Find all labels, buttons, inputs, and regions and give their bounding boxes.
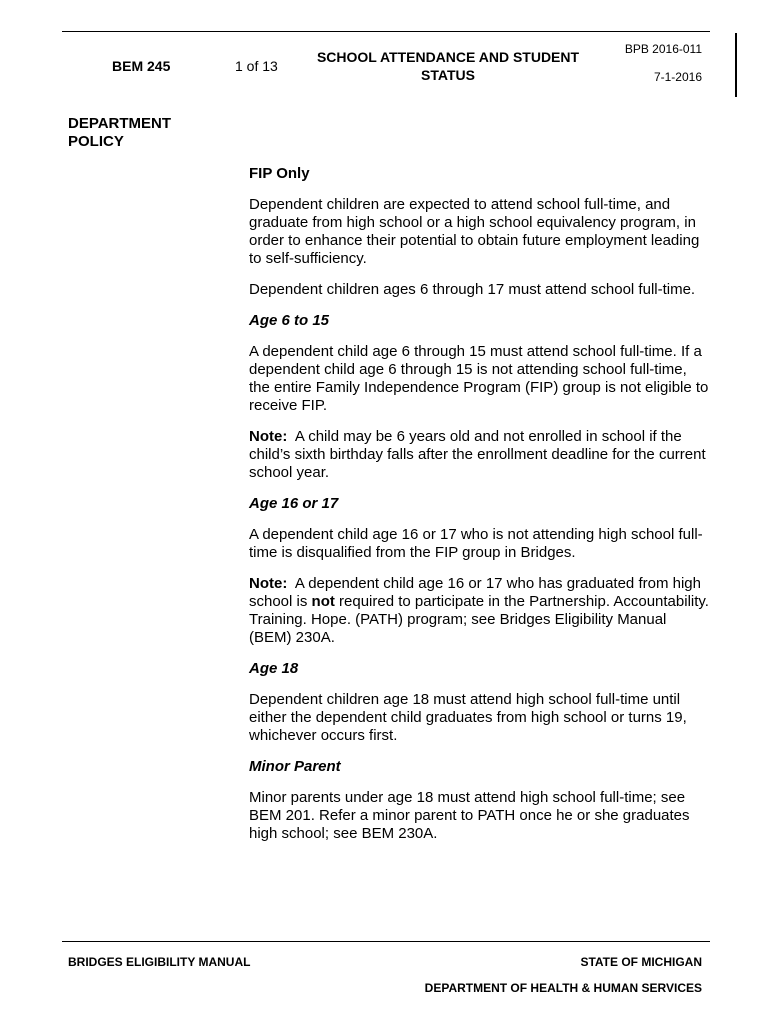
heading-age-18: Age 18 <box>249 660 299 677</box>
paragraph-ages-6-17: Dependent children ages 6 through 17 must attend school full-time. <box>249 281 696 298</box>
paragraph-age-6-15: A dependent child age 6 through 15 must attend school full-time. If a dependent child age 6 through 15 is not attending school full-time, the entire Family Independence Program (FIP) group is not eligible to receive FIP. <box>249 343 709 414</box>
document-title: SCHOOL ATTENDANCE AND STUDENT STATUS <box>316 49 580 83</box>
policy-body <box>249 165 709 843</box>
footer-rule <box>62 941 710 942</box>
section-label <box>68 115 171 151</box>
note-age-6 <box>249 428 709 482</box>
bulletin-number: BPB 2016-011 <box>624 42 702 56</box>
heading-age-16-17: Age 16 or 17 <box>249 495 339 512</box>
paragraph-purpose: Dependent children are expected to attend school full-time, and graduate from high school or a high school equivalency program, in order to enhance their potential to obtain future employment leading to self-sufficiency. <box>249 196 700 267</box>
footer-state: STATE OF MICHIGAN <box>580 955 702 969</box>
heading-fip-only: FIP Only <box>249 165 310 182</box>
header-top-rule <box>62 31 710 32</box>
section-label-line2: POLICY <box>68 133 124 150</box>
page-number: 1 of 13 <box>235 58 278 74</box>
paragraph-minor-parent: Minor parents under age 18 must attend high school full-time; see BEM 201. Refer a minor parent to PATH once he or she graduates high school; see BEM 230A. <box>249 789 690 842</box>
note-emphasis: not <box>311 593 335 610</box>
note-text-b: required to participate in the Partnership. Accountability. Training. Hope. (PATH) program; see Bridges Eligibility Manual (BEM) 230A. <box>249 593 709 646</box>
manual-id: BEM 245 <box>112 58 171 74</box>
effective-date: 7-1-2016 <box>653 70 702 84</box>
section-label-line1: DEPARTMENT <box>68 115 172 132</box>
note-label: Note: <box>249 428 288 445</box>
footer-department: DEPARTMENT OF HEALTH & HUMAN SERVICES <box>424 981 702 995</box>
revision-bar <box>735 33 737 97</box>
note-age-16-17 <box>249 575 709 647</box>
note-label: Note: <box>249 575 288 592</box>
paragraph-age-16-17: A dependent child age 16 or 17 who is not attending high school full-time is disqualified from the FIP group in Bridges. <box>249 526 703 561</box>
footer-manual-name: BRIDGES ELIGIBILITY MANUAL <box>68 955 251 969</box>
paragraph-age-18: Dependent children age 18 must attend high school full-time until either the dependent child graduates from high school or turns 19, whichever occurs first. <box>249 691 687 744</box>
note-text: A child may be 6 years old and not enrolled in school if the child’s sixth birthday falls after the enrollment deadline for the current school year. <box>249 428 706 481</box>
note-text-a: A dependent child age 16 or 17 who has graduated from high school is <box>249 575 701 610</box>
heading-age-6-15: Age 6 to 15 <box>249 312 330 329</box>
heading-minor-parent: Minor Parent <box>249 758 341 775</box>
